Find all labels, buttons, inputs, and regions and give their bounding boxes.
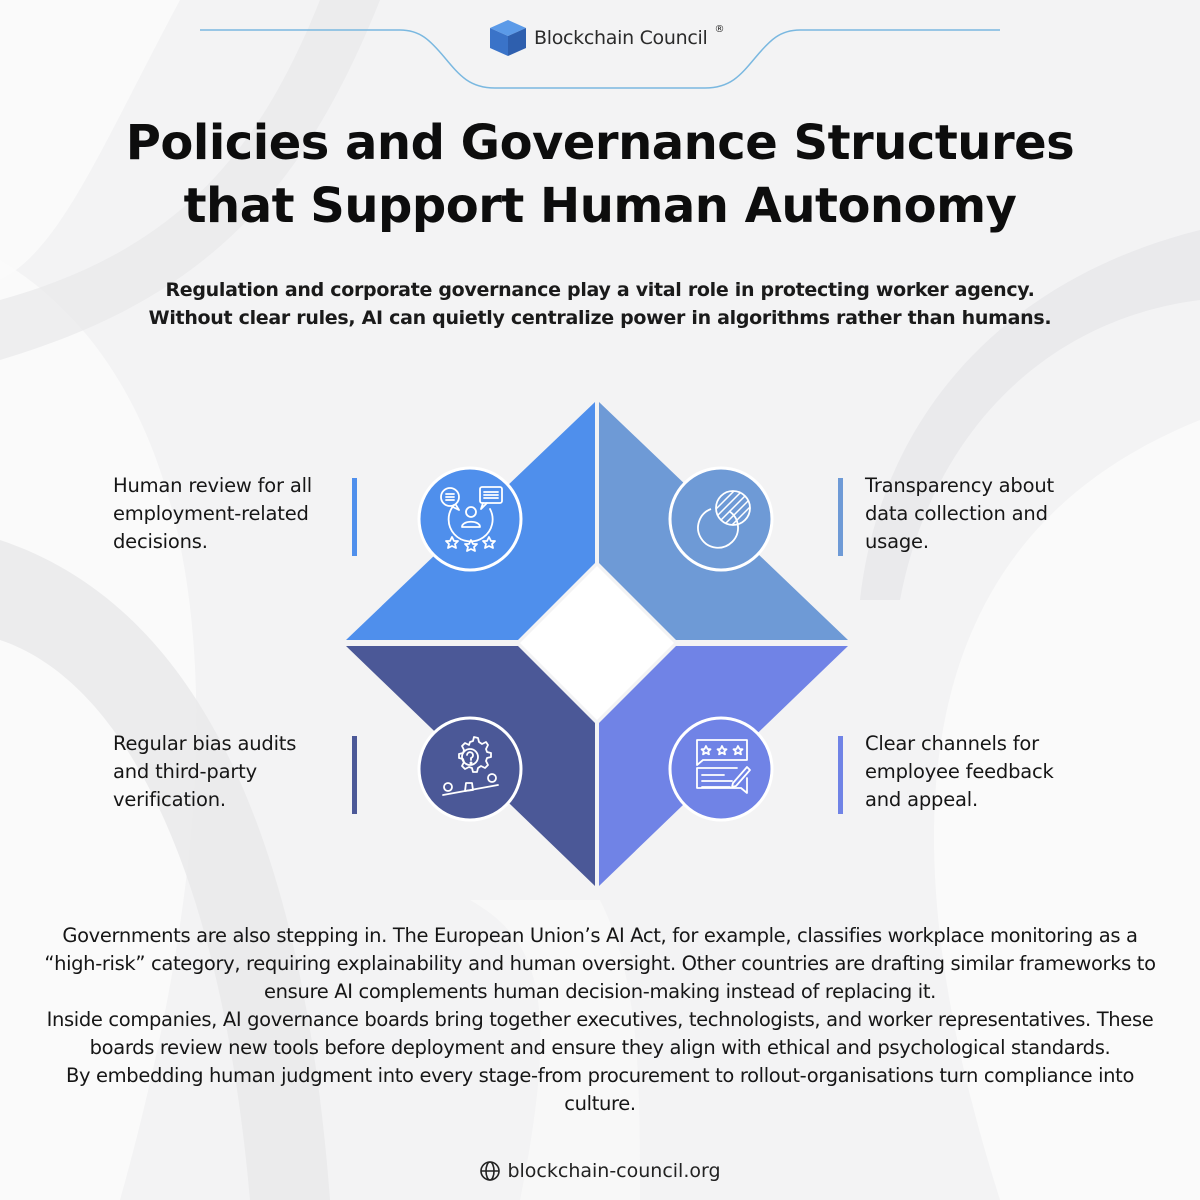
label-line: Clear channels for (865, 732, 1039, 755)
label-line: and third-party (113, 760, 257, 783)
brand-logo (488, 18, 724, 58)
quadrant-label-top-left (113, 472, 312, 556)
body-paragraph: Governments are also stepping in. The European Union’s AI Act, for example, classifies workplace monitoring as a “high-risk” category, requiring explainability and human oversight. Other countries are drafting similar frameworks to ensure AI complements human decision-making instead of replacing it. (44, 924, 1156, 1003)
page-subtitle (0, 276, 1200, 332)
header (0, 0, 1200, 100)
page-title (0, 112, 1200, 238)
quadrant-label-top-right (865, 472, 1054, 556)
label-line: decisions. (113, 530, 208, 553)
title-line-1: Policies and Governance Structures (125, 115, 1075, 171)
registered-mark: ® (714, 23, 725, 35)
body-text (40, 922, 1160, 1118)
label-line: employee feedback (865, 760, 1054, 783)
subtitle-line-1: Regulation and corporate governance play a vital role in protecting worker agency. (165, 279, 1035, 301)
body-paragraph: Inside companies, AI governance boards bring together executives, technologists, and worker representatives. These boards review new tools before deployment and ensure they align with ethical and psychological standards. (46, 1008, 1154, 1059)
title-line-2: that Support Human Autonomy (183, 178, 1017, 234)
accent-bar-top-right (838, 478, 843, 556)
label-line: data collection and (865, 502, 1048, 525)
footer (0, 1160, 1200, 1182)
label-line: Transparency about (865, 474, 1054, 497)
body-paragraph: By embedding human judgment into every stage-from procurement to rollout-organisations turn compliance into culture. (65, 1064, 1135, 1115)
label-line: Regular bias audits (113, 732, 297, 755)
cube-logo-icon (488, 18, 528, 58)
brand-name: Blockchain Council (534, 27, 708, 49)
accent-bar-top-left (352, 478, 357, 556)
accent-bar-bottom-left (352, 736, 357, 814)
quadrant-label-bottom-right (865, 730, 1054, 814)
label-line: verification. (113, 788, 226, 811)
label-line: and appeal. (865, 788, 978, 811)
subtitle-line-2: Without clear rules, AI can quietly centralize power in algorithms rather than humans. (148, 307, 1052, 329)
label-line: Human review for all (113, 474, 313, 497)
quadrant-label-bottom-left (113, 730, 296, 814)
label-line: usage. (865, 530, 929, 553)
accent-bar-bottom-right (838, 736, 843, 814)
globe-icon (479, 1160, 501, 1182)
website-link[interactable]: blockchain-council.org (507, 1160, 721, 1182)
label-line: employment-related (113, 502, 309, 525)
